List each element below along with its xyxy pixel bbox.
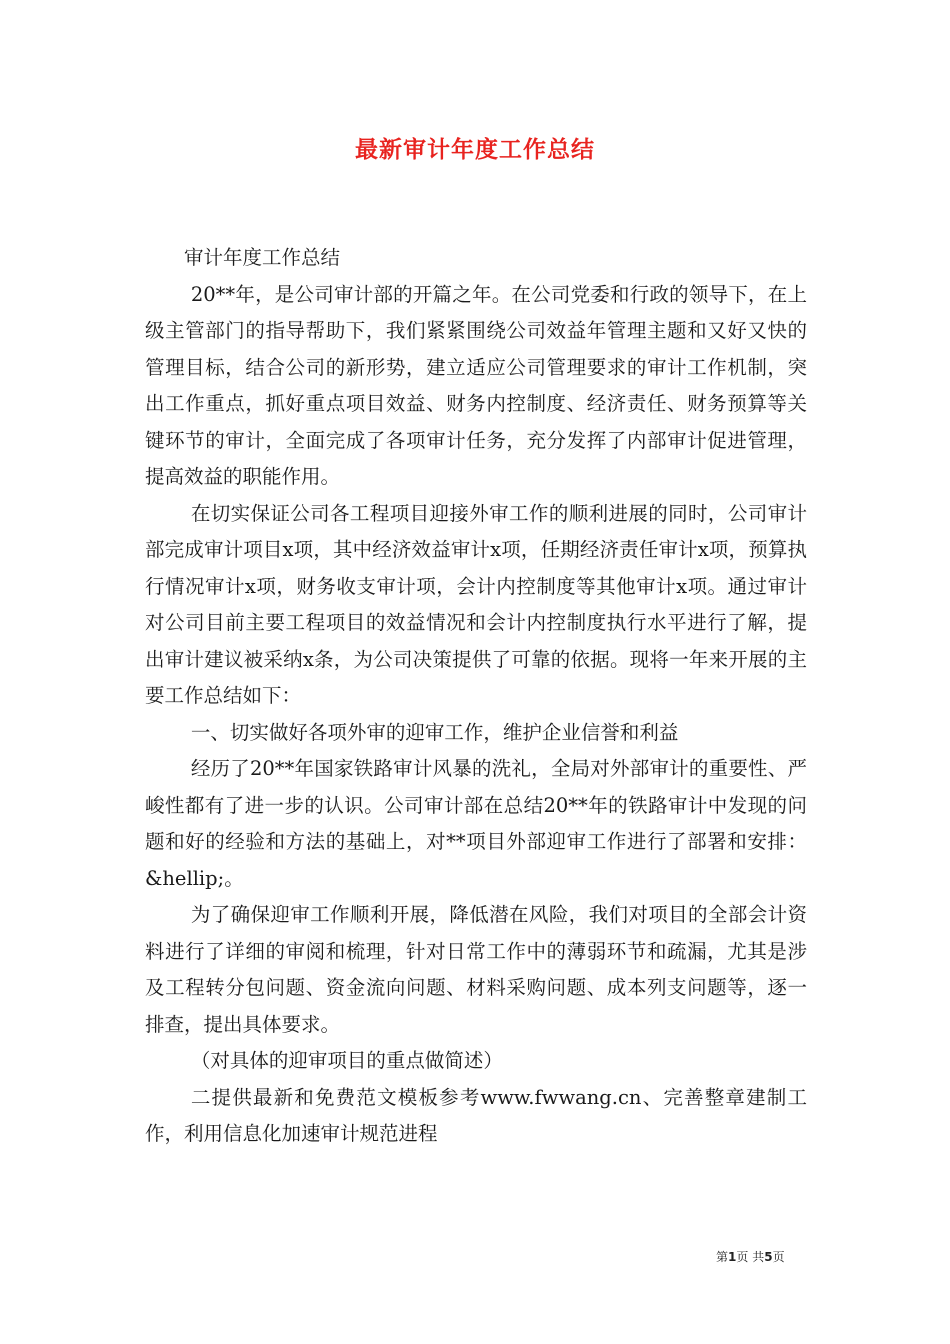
paragraph: 经历了20**年国家铁路审计风暴的洗礼，全局对外部审计的重要性、严峻性都有了进一步的认识。公司审计部在总结20**年的铁路审计中发现的问题和好的经验和方法的基础上，对**项目外部迎审工作进行了部署和安排：&hellip;。 (145, 757, 807, 890)
footer-middle: 页 共 (736, 1250, 765, 1264)
section-heading: 二提供最新和免费范文模板参考www.fwwang.cn、完善整章建制工作，利用信息化加速审计规范进程 (145, 1085, 807, 1145)
footer-suffix: 页 (772, 1250, 785, 1264)
paragraph-note: （对具体的迎审项目的重点做简述） (190, 1049, 503, 1072)
document-title: 最新审计年度工作总结 (355, 136, 595, 163)
paragraph: 在切实保证公司各工程项目迎接外审工作的顺利进展的同时，公司审计部完成审计项目x项，其中经济效益审计x项，任期经济责任审计x项，预算执行情况审计x项，财务收支审计项，会计内控制度等其他审计x项。通过审计对公司目前主要工程项目的效益情况和会计内控制度执行水平进行了解，提出审计建议被采纳x条，为公司决策提供了可靠的依据。现将一年来开展的主要工作总结如下： (145, 501, 807, 707)
current-page-number: 1 (728, 1250, 737, 1264)
paragraph-heading: 审计年度工作总结 (184, 246, 341, 269)
page-number-footer (716, 1249, 816, 1265)
document-body (145, 240, 807, 1153)
section-heading: 一、切实做好各项外审的迎审工作，维护企业信誉和利益 (190, 720, 679, 744)
paragraph: 为了确保迎审工作顺利开展，降低潜在风险，我们对项目的全部会计资料进行了详细的审阅和梳理，针对日常工作中的薄弱环节和疏漏，尤其是涉及工程转分包问题、资金流向问题、材料采购问题、成本列支问题等，逐一排查，提出具体要求。 (145, 903, 807, 1036)
footer-prefix: 第 (716, 1250, 729, 1264)
total-page-number: 5 (764, 1250, 773, 1264)
paragraph: 20**年，是公司审计部的开篇之年。在公司党委和行政的领导下，在上级主管部门的指导帮助下，我们紧紧围绕公司效益年管理主题和又好又快的管理目标，结合公司的新形势，建立适应公司管理要求的审计工作机制，突出工作重点，抓好重点项目效益、财务内控制度、经济责任、财务预算等关键环节的审计，全面完成了各项审计任务，充分发挥了内部审计促进管理，提高效益的职能作用。 (145, 282, 807, 488)
